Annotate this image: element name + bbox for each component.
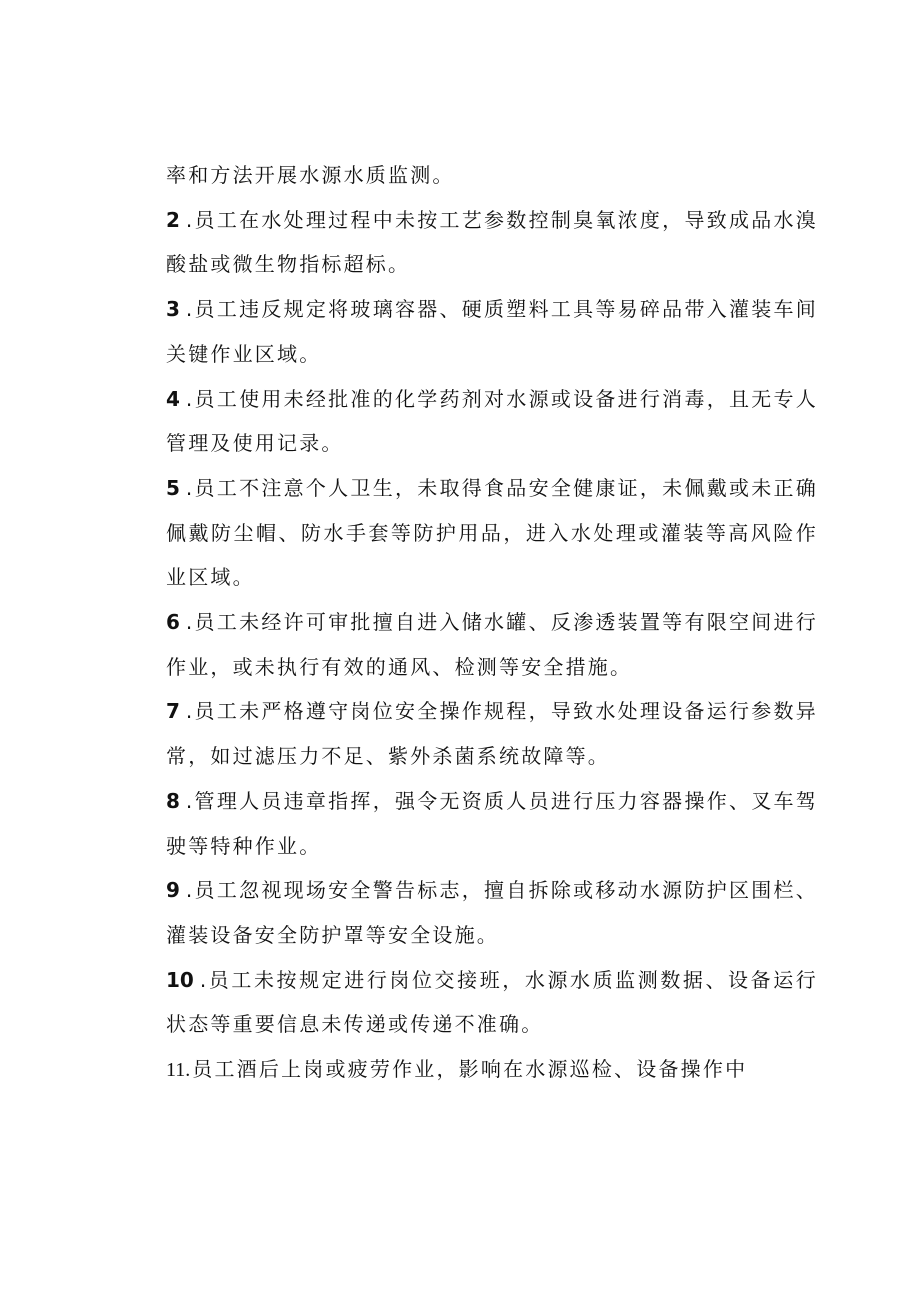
item-number: 3 — [166, 297, 180, 322]
list-item — [166, 868, 818, 957]
item-number: 6 — [166, 610, 180, 635]
item-text: 员工未严格遵守岗位安全操作规程，导致水处理设备运行参数异常，如过滤压力不足、紫外杀菌系统故障等。 — [166, 699, 818, 769]
item-text: 员工不注意个人卫生，未取得食品安全健康证，未佩戴或未正确佩戴防尘帽、防水手套等防护用品，进入水处理或灌装等高风险作业区域。 — [166, 475, 818, 590]
item-number: 5 — [166, 475, 180, 500]
list-item — [166, 287, 818, 376]
item-text: 员工未按规定进行岗位交接班，水源水质监测数据、设备运行状态等重要信息未传递或传递不准确。 — [166, 967, 818, 1037]
item-text: 员工在水处理过程中未按工艺参数控制臭氧浓度，导致成品水溴酸盐或微生物指标超标。 — [166, 207, 818, 277]
list-item — [166, 958, 818, 1047]
item-separator: . — [185, 475, 195, 500]
lead-text: 率和方法开展水源水质监测。 — [166, 163, 455, 187]
lead-paragraph — [166, 153, 818, 198]
list-item — [166, 466, 818, 600]
item-number: 7 — [166, 699, 180, 724]
list-item — [166, 198, 818, 287]
item-number: 2 — [166, 207, 180, 232]
item-separator: . — [199, 967, 209, 992]
item-separator: . — [185, 207, 195, 232]
item-separator: . — [185, 610, 195, 635]
item-number: 11. — [166, 1059, 191, 1082]
list-item — [166, 377, 818, 466]
list-item — [166, 600, 818, 689]
list-item — [166, 779, 818, 868]
item-text: 员工使用未经批准的化学药剂对水源或设备进行消毒，且无专人管理及使用记录。 — [166, 386, 818, 456]
item-number: 8 — [166, 788, 180, 813]
list-item — [166, 689, 818, 778]
item-text: 管理人员违章指挥，强令无资质人员进行压力容器操作、叉车驾驶等特种作业。 — [166, 788, 818, 858]
item-number: 4 — [166, 386, 180, 411]
item-separator: . — [185, 699, 195, 724]
item-separator: . — [185, 386, 195, 411]
item-text: 员工违反规定将玻璃容器、硬质塑料工具等易碎品带入灌装车间关键作业区域。 — [166, 297, 818, 366]
item-separator: . — [185, 878, 195, 903]
item-separator: . — [185, 788, 195, 813]
document-body — [166, 153, 818, 1093]
item-number: 9 — [166, 878, 180, 903]
item-text: 员工忽视现场安全警告标志，擅自拆除或移动水源防护区围栏、灌装设备安全防护罩等安全设施。 — [166, 878, 818, 947]
item-text: 员工酒后上岗或疲劳作业，影响在水源巡检、设备操作中 — [192, 1057, 748, 1082]
list-item — [166, 1047, 818, 1093]
item-number: 10 — [166, 967, 194, 992]
item-text: 员工未经许可审批擅自进入储水罐、反渗透装置等有限空间进行作业，或未执行有效的通风、检测等安全措施。 — [166, 610, 818, 679]
item-separator: . — [185, 297, 195, 322]
